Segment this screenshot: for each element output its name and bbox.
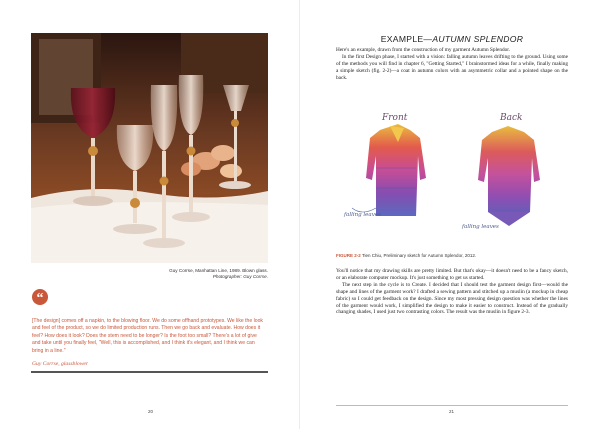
body-block xyxy=(336,268,568,316)
photo-caption-text: Guy Corrse, Manhattan Line, 1989. Blown glass. xyxy=(169,268,268,273)
heading-prefix: EXAMPLE— xyxy=(380,34,433,44)
back-coat xyxy=(478,126,540,226)
create-paragraph: The next step in the cycle is to Create. I decided that I should test the garment design first—would the shape and lines of the garment work? I drafted a sewing pattern and stitched up a muslin (a mockup in cheap fabric) so I could get feedback on the design. Since my most pressing design question was whether the lines of the garment would work, I simplified the design to make it easier to construct. Instead of the gradually changing shades, I used just two contrasting colors. The result was the muslin in figure 2-3. xyxy=(336,281,568,316)
section-heading xyxy=(336,34,568,44)
divider-rule xyxy=(31,371,268,373)
garment-sketch xyxy=(342,108,568,248)
front-coat xyxy=(352,124,426,216)
glassware-photo xyxy=(31,33,268,263)
figure-caption xyxy=(336,253,568,258)
page-number-right: 21 xyxy=(449,409,455,414)
wine-glasses-illustration xyxy=(31,33,268,263)
coat-sketch-illustration xyxy=(342,108,568,248)
quote-icon: “ xyxy=(32,289,48,305)
sketch-label-back: Back xyxy=(500,113,523,123)
drawing-skills-paragraph: You'll notice that my drawing skills are pretty limited. But that's okay—it doesn't need to be a fancy sketch, or an elaborate computer mockup. It's just something to get us started. xyxy=(336,268,568,281)
quote-author: Guy Corrse, glassblower xyxy=(32,361,89,367)
sketch-label-leaves-front: falling leaves xyxy=(344,212,381,218)
figure-label: FIGURE 2-2 xyxy=(336,253,361,258)
footer-rule xyxy=(336,405,568,406)
page-number-left: 20 xyxy=(148,409,154,414)
heading-title: AUTUMN SPLENDOR xyxy=(432,34,524,44)
sketch-label-leaves-back: falling leaves xyxy=(462,224,499,230)
intro-block xyxy=(336,47,568,82)
photo-credit: Photographer: Guy Corrse. xyxy=(212,274,268,280)
photo-caption xyxy=(150,268,268,280)
intro-paragraph: Here's an example, drawn from the construction of my garment Autumn Splendor. xyxy=(336,47,511,53)
design-paragraph: In the first Design phase, I started with a vision: falling autumn leaves drifting to the ground. Using some of the methods you will find in chapter 6, "Getting Started," I brainstormed ideas for a while, finally making a simple sketch (fig. 2-2)—a coat in autumn colors with an asymmetric collar and a pointed shape on the back. xyxy=(336,53,568,81)
figure-caption-text: Tien Chiu, Preliminary sketch for Autumn Splendor, 2012. xyxy=(361,253,477,258)
sketch-label-front: Front xyxy=(382,113,408,123)
pull-quote: [The design] comes off a napkin, to the blowing floor. We do some offhand prototypes. We like the look and feel of the product, so we do limited production runs. Then we go back and evaluate. How does it feel? How does it look? Does the stem need to be longer? Is the foot too small? There's a lot of give and take until you finally feel, "Well, this is accomplished, and I think it's elegant, and I think we can bring in a line." xyxy=(32,318,263,354)
